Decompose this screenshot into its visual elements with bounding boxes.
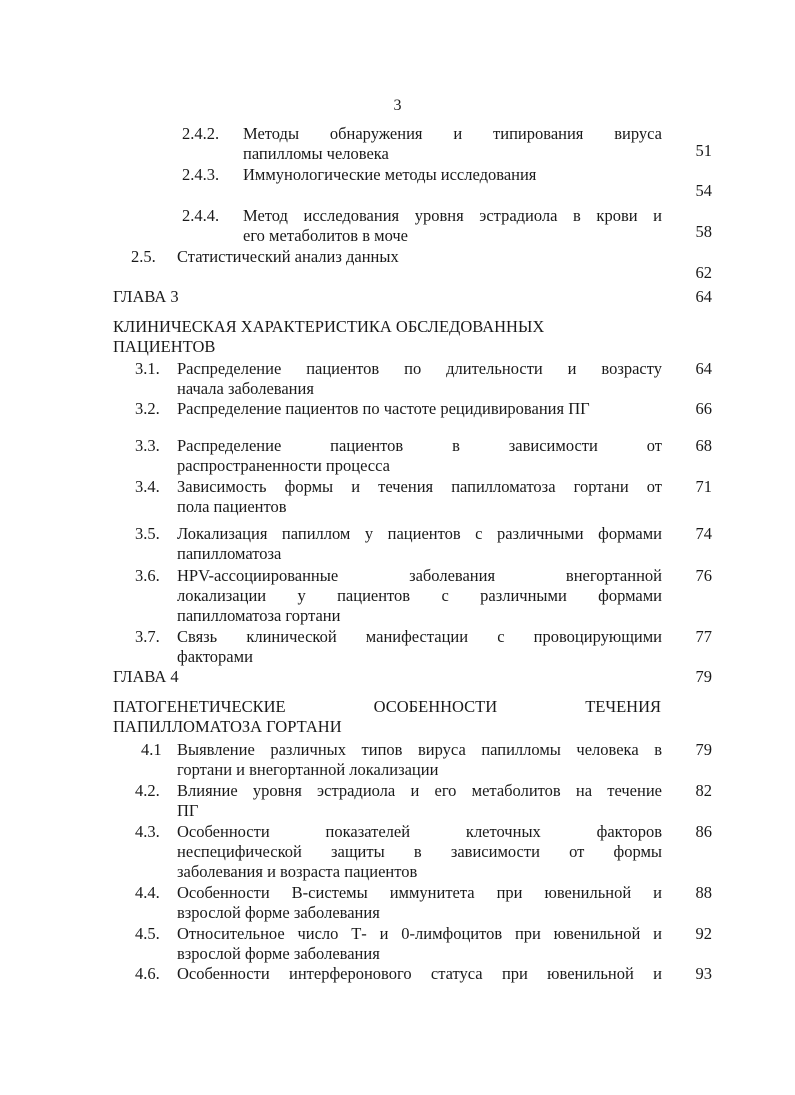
page-ref: 58	[695, 222, 712, 241]
page-ref: 64	[695, 287, 712, 306]
page-ref: 71	[695, 477, 712, 496]
section-number: 3.2.	[135, 399, 160, 418]
page-ref: 79	[695, 740, 712, 759]
chapter-3-title: КЛИНИЧЕСКАЯ ХАРАКТЕРИСТИКА ОБСЛЕДОВАННЫХ ПАЦИЕНТОВ	[113, 317, 545, 356]
section-number: 3.1.	[135, 359, 160, 378]
page-ref: 64	[695, 359, 712, 378]
section-title: Особенности В-системы иммунитета при ювенильной и взрослой форме заболевания	[177, 883, 662, 922]
section-number: 2.4.2.	[182, 124, 220, 143]
page-ref: 51	[695, 141, 712, 160]
chapter-label: ГЛАВА 4	[113, 667, 179, 686]
page-ref: 68	[695, 436, 712, 455]
section-number: 4.1	[141, 740, 162, 759]
section-title: Связь клинической манифестации с провоцирующими факторами	[177, 627, 662, 666]
section-title: Распределение пациентов по частоте рецидивирования ПГ	[177, 399, 590, 418]
section-title: Иммунологические методы исследования	[243, 165, 537, 184]
page-number: 3	[393, 97, 402, 114]
page-ref: 62	[695, 263, 712, 282]
section-title: Влияние уровня эстрадиола и его метаболитов на течение ПГ	[177, 781, 662, 820]
section-title: Относительное число Т- и 0-лимфоцитов при ювенильной и взрослой форме заболевания	[177, 924, 662, 963]
section-title: Зависимость формы и течения папилломатоза гортани от пола пациентов	[177, 477, 662, 516]
section-title: Выявление различных типов вируса папилломы человека в гортани и внегортанной локализации	[177, 740, 662, 779]
section-title: Особенности интерферонового статуса при ювенильной и	[177, 964, 662, 983]
page-ref: 79	[695, 667, 712, 686]
page-ref: 76	[695, 566, 712, 585]
section-title: HPV-ассоциированные заболевания внегортанной локализации у пациентов с различными формами папилломатоза гортани	[177, 566, 662, 625]
section-number: 3.4.	[135, 477, 160, 496]
section-number: 4.4.	[135, 883, 160, 902]
section-title: Распределение пациентов в зависимости от распространенности процесса	[177, 436, 662, 475]
page-ref: 66	[695, 399, 712, 418]
section-title: Метод исследования уровня эстрадиола в крови и его метаболитов в моче	[243, 206, 662, 245]
section-number: 3.3.	[135, 436, 160, 455]
section-number: 3.7.	[135, 627, 160, 646]
section-number: 4.5.	[135, 924, 160, 943]
section-number: 3.6.	[135, 566, 160, 585]
section-number: 2.4.4.	[182, 206, 220, 225]
page-ref: 74	[695, 524, 712, 543]
section-number: 2.4.3.	[182, 165, 220, 184]
page-ref: 92	[695, 924, 712, 943]
page-ref: 54	[695, 181, 712, 200]
section-number: 4.6.	[135, 964, 160, 983]
section-number: 4.2.	[135, 781, 160, 800]
page-ref: 86	[695, 822, 712, 841]
section-number: 2.5.	[131, 247, 156, 266]
page-ref: 82	[695, 781, 712, 800]
section-title: Локализация папиллом у пациентов с различными формами папилломатоза	[177, 524, 662, 563]
page-ref: 77	[695, 627, 712, 646]
section-number: 3.5.	[135, 524, 160, 543]
section-title: Статистический анализ данных	[177, 247, 399, 266]
section-title: Распределение пациентов по длительности и возрасту начала заболевания	[177, 359, 662, 398]
page-ref: 88	[695, 883, 712, 902]
chapter-4-title: ПАТОГЕНЕТИЧЕСКИЕ ОСОБЕННОСТИ ТЕЧЕНИЯ ПАПИЛЛОМАТОЗА ГОРТАНИ	[113, 697, 661, 736]
section-title: Особенности показателей клеточных факторов неспецифической защиты в зависимости от формы заболевания и возраста пациентов	[177, 822, 662, 881]
chapter-label: ГЛАВА 3	[113, 287, 179, 306]
page-ref: 93	[695, 964, 712, 983]
section-number: 4.3.	[135, 822, 160, 841]
section-title: Методы обнаружения и типирования вируса папилломы человека	[243, 124, 662, 163]
